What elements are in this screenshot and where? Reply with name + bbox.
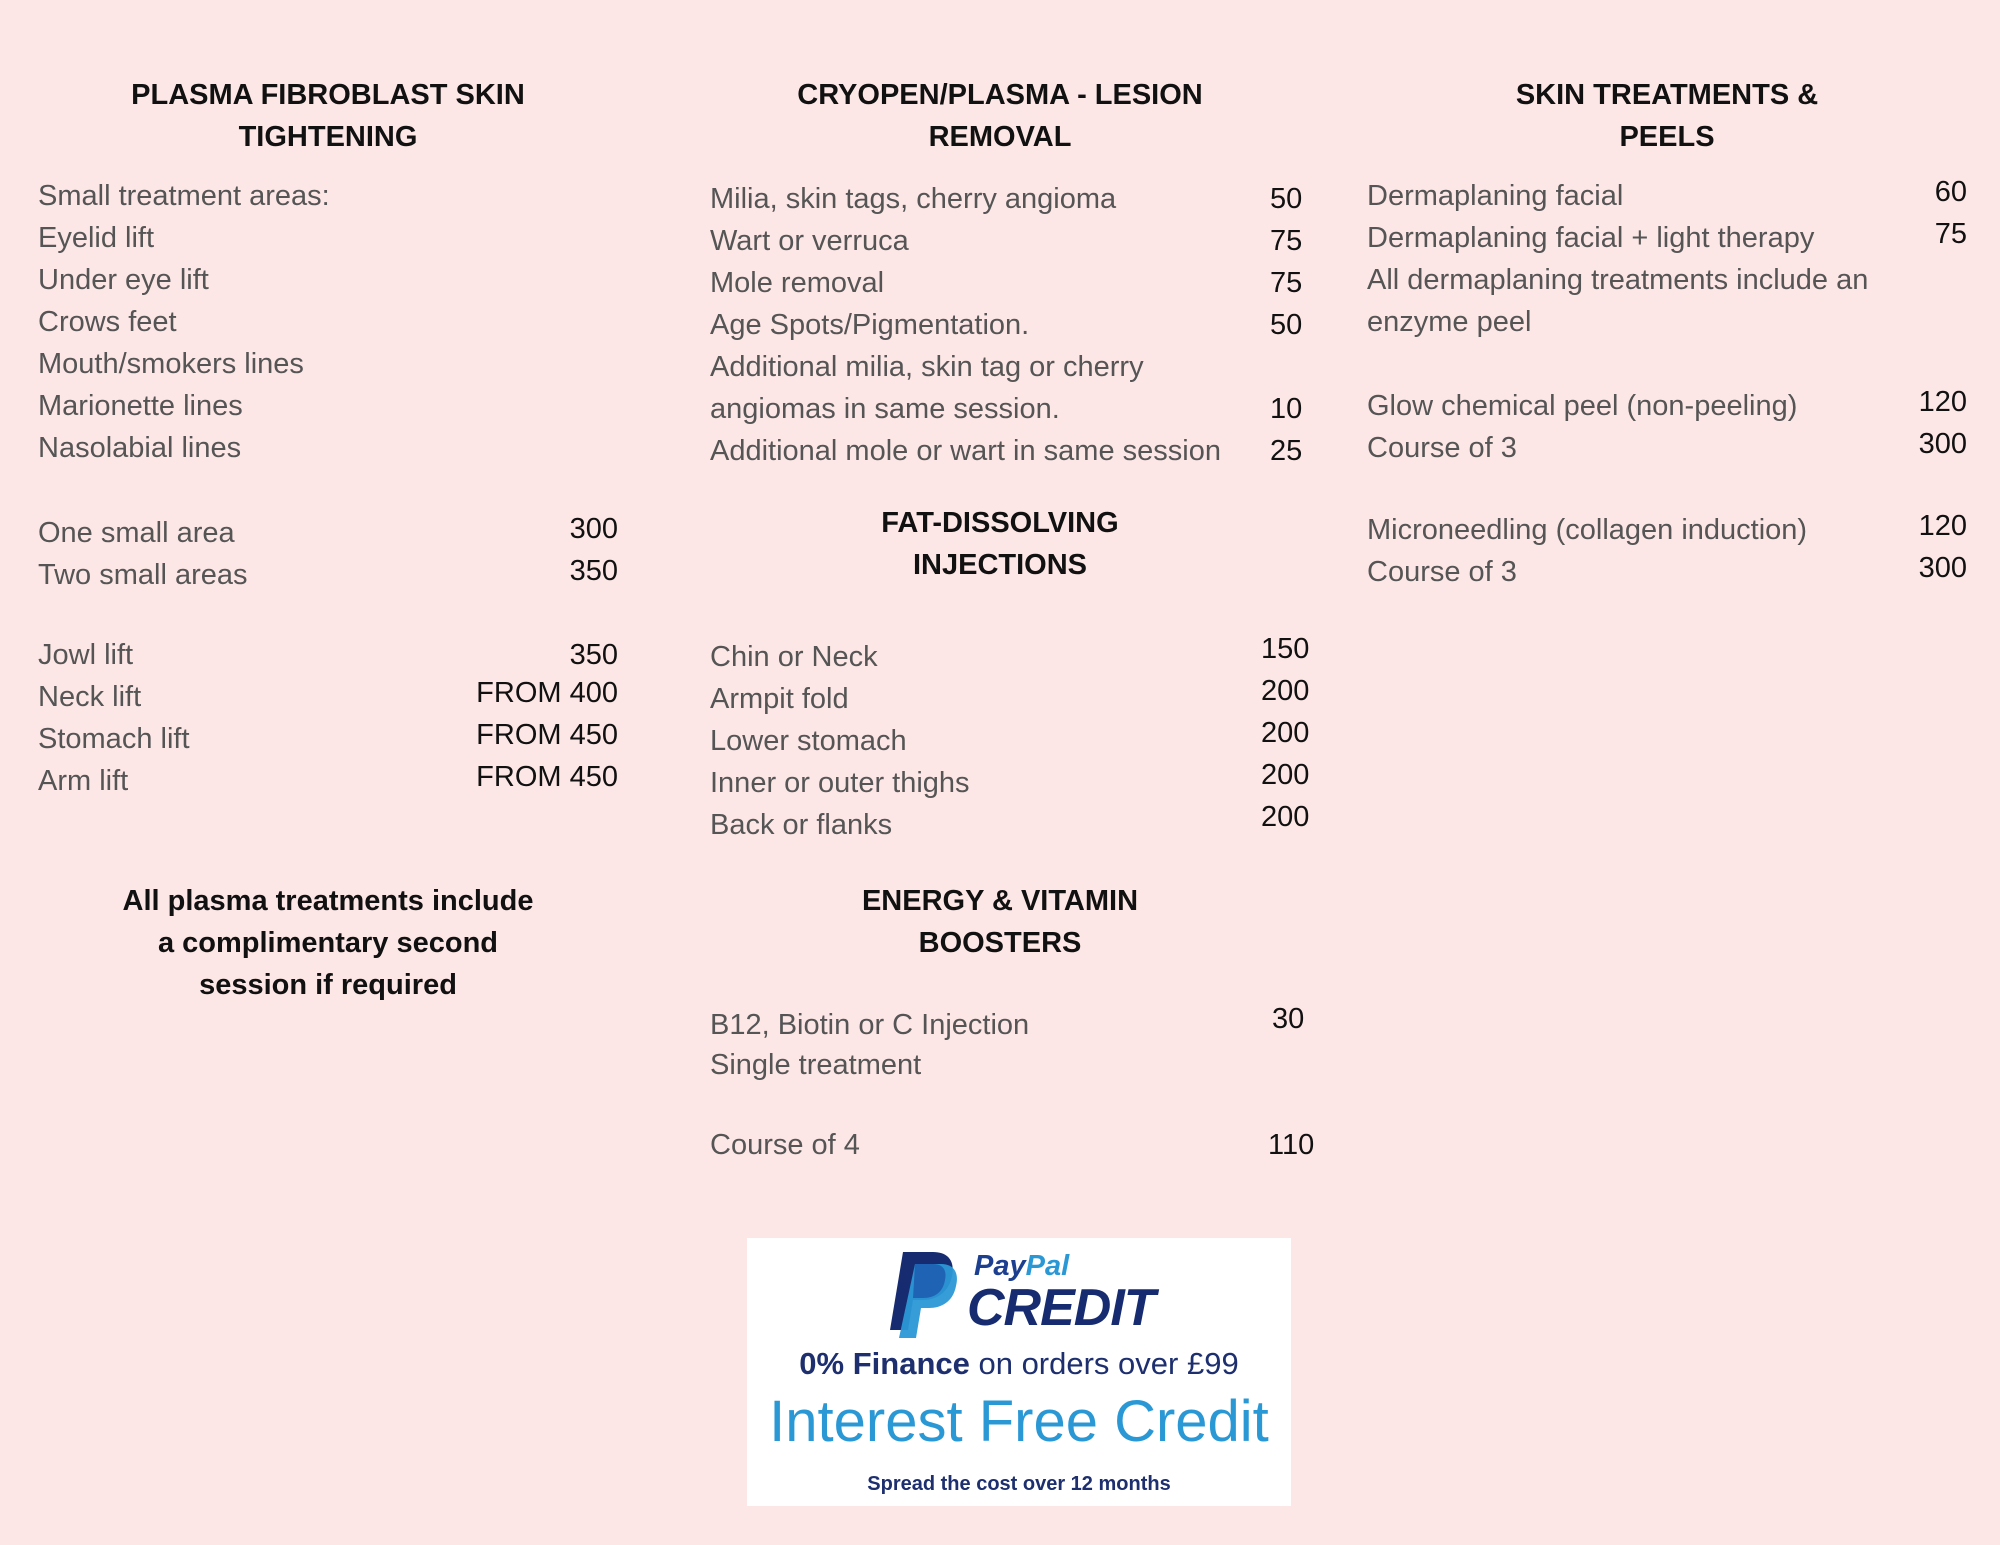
- energy-heading: ENERGY & VITAMIN BOOSTERS: [861, 885, 1139, 959]
- lesion-heading: CRYOPEN/PLASMA - LESION REMOVAL: [797, 79, 1203, 153]
- plasma-heading: PLASMA FIBROBLAST SKIN TIGHTENING: [131, 79, 525, 153]
- paypal-wordmark: PayPal: [974, 1250, 1070, 1282]
- paypal-credit-title: CREDIT: [967, 1279, 1155, 1337]
- paypal-logo-icon: [885, 1250, 957, 1340]
- skin-heading: SKIN TREATMENTS & PEELS: [1515, 79, 1819, 153]
- interest-free-credit: Interest Free Credit: [769, 1389, 1269, 1454]
- fat-heading: FAT-DISSOLVING INJECTIONS: [881, 507, 1119, 581]
- finance-line: 0% Finance on orders over £99: [799, 1346, 1239, 1381]
- paypal-credit-banner: [747, 1238, 1291, 1506]
- plasma-note: All plasma treatments include a complimentary second session if required: [122, 885, 534, 1001]
- spread-cost-line: Spread the cost over 12 months: [867, 1473, 1171, 1495]
